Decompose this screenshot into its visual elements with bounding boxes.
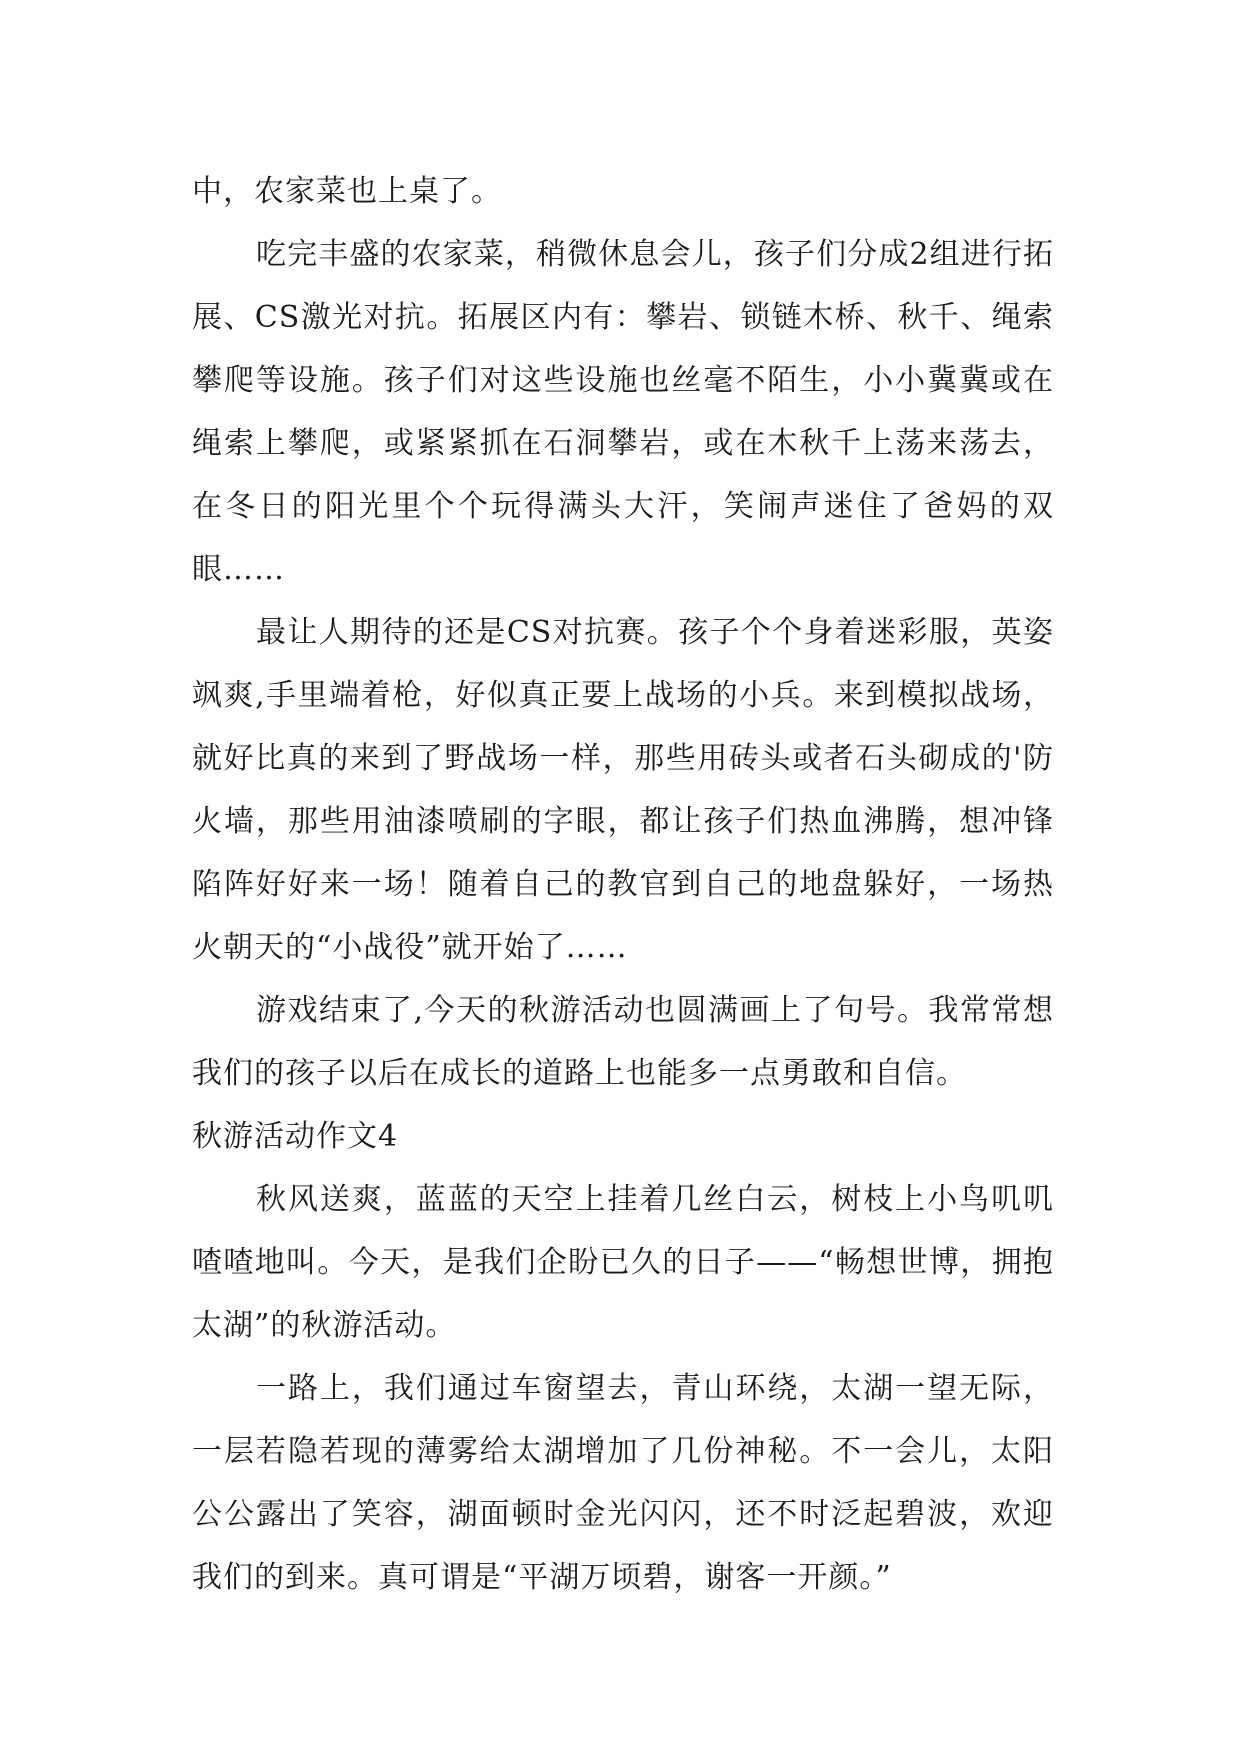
document-body [192,160,1054,1609]
essay-title: 秋游活动作文4 [192,1119,399,1154]
paragraph-cs-match: 最让人期待的还是CS对抗赛。孩子个个身着迷彩服，英姿飒爽,手里端着枪，好似真正要上战场的小兵。来到模拟战场，就好比真的来到了野战场一样，那些用砖头或者石头砌成的'防火墙，那些用油漆喷刷的字眼，都让孩子们热血沸腾，想冲锋陷阵好好来一场！随着自己的教官到自己的地盘躲好，一场热火朝天的“小战役”就开始了…… [192,615,1054,965]
paragraph-continuation: 中，农家菜也上桌了。 [192,174,502,209]
paragraph-expansion-activities: 吃完丰盛的农家菜，稍微休息会儿，孩子们分成2组进行拓展、CS激光对抗。拓展区内有：攀岩、锁链木桥、秋千、绳索攀爬等设施。孩子们对这些设施也丝毫不陌生，小小冀冀或在绳索上攀爬，或紧紧抓在石洞攀岩，或在木秋千上荡来荡去，在冬日的阳光里个个玩得满头大汗，笑闹声迷住了爸妈的双眼…… [192,237,1054,587]
paragraph-on-the-road: 一路上，我们通过车窗望去，青山环绕，太湖一望无际，一层若隐若现的薄雾给太湖增加了几份神秘。不一会儿，太阳公公露出了笑容，湖面顿时金光闪闪，还不时泛起碧波，欢迎我们的到来。真可谓是“平湖万顷碧，谢客一开颜。” [192,1371,1054,1595]
paragraph-autumn-wind: 秋风送爽，蓝蓝的天空上挂着几丝白云，树枝上小鸟叽叽喳喳地叫。今天，是我们企盼已久的日子——“畅想世博，拥抱太湖”的秋游活动。 [192,1182,1054,1343]
paragraph-game-end: 游戏结束了,今天的秋游活动也圆满画上了句号。我常常想我们的孩子以后在成长的道路上也能多一点勇敢和自信。 [192,993,1054,1091]
